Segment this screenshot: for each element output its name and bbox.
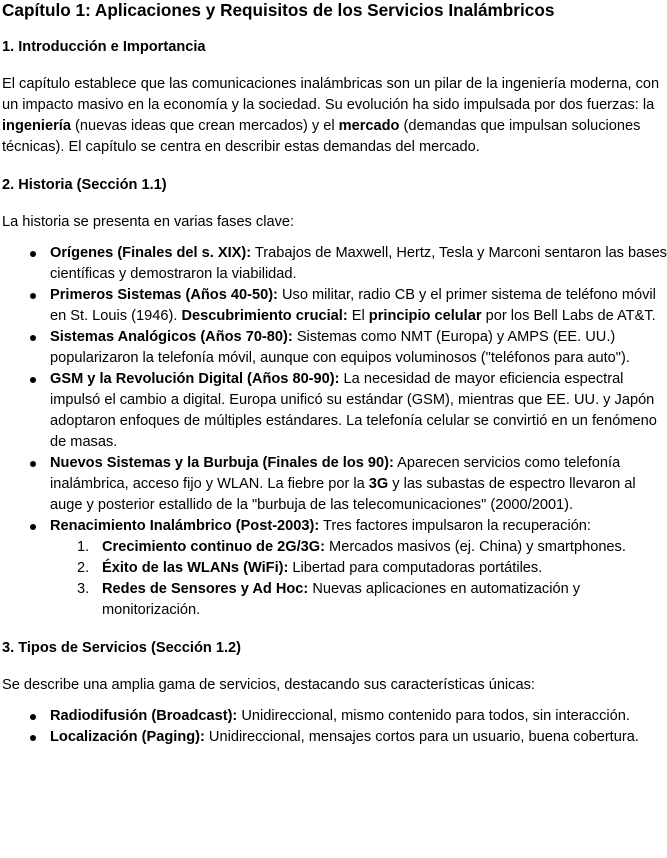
item-bold: Nuevos Sistemas y la Burbuja (Finales de los 90): [50,455,394,471]
item-bold: Descubrimiento crucial: [181,308,348,324]
sub-bold: Redes de Sensores y Ad Hoc: [102,581,309,597]
section-heading-intro: 1. Introducción e Importancia [2,39,206,55]
historia-list [2,243,667,621]
historia-lead: La historia se presenta en varias fases clave: [2,214,295,230]
sublist-number: 2. [77,560,90,576]
list-item [2,243,667,285]
item-bold: Radiodifusión (Broadcast): [50,708,238,724]
sub-bold: Éxito de las WLANs (WiFi): [102,560,289,576]
item-text: Unidireccional, mismo contenido para todos, sin interacción. [237,708,630,724]
item-text: por los Bell Labs de AT&T. [481,308,656,324]
item-text: La necesidad de mayor eficiencia espectral impulsó el cambio a digital. Europa unificó su estándar (GSM), mientras que EE. UU. y Japón adoptaron enfoques de múltiples estándares. La telefonía celular se convirtió en un fenómeno de masas. [50,371,657,450]
item-text: Sistemas como NMT (Europa) y AMPS (EE. UU.) popularizaron la telefonía móvil, aunque con equipos voluminosos ("teléfonos para auto"). [50,329,630,366]
item-text: Trabajos de Maxwell, Hertz, Tesla y Marconi sentaron las bases científicas y demostraron la viabilidad. [50,245,667,282]
sub-text: Mercados masivos (ej. China) y smartphones. [325,539,626,555]
item-bold: Orígenes (Finales del s. XIX): [50,245,252,261]
item-text: Tres factores impulsaron la recuperación: [319,518,591,534]
list-item [2,327,667,369]
item-bold: Sistemas Analógicos (Años 70-80): [50,329,293,345]
item-bold: GSM y la Revolución Digital (Años 80-90): [50,371,340,387]
intro-paragraph [2,74,667,158]
intro-text-3: (demandas que impulsan soluciones técnicas). El capítulo se centra en describir estas demandas del mercado. [2,118,641,155]
intro-bold-ingenieria: ingeniería [2,118,71,134]
tipos-lead: Se describe una amplia gama de servicios, destacando sus características únicas: [2,677,535,693]
list-item [2,706,667,727]
sublist-item [50,579,667,621]
list-item [2,453,667,516]
item-bold: Primeros Sistemas (Años 40-50): [50,287,278,303]
sub-text: Nuevas aplicaciones en automatización y monitorización. [102,581,581,618]
item-text: y las subastas de espectro llevaron al auge y posterior estallido de la "burbuja de las telecomunicaciones" (2000/2001). [50,476,636,513]
intro-text-2: (nuevas ideas que crean mercados) y el [70,118,339,134]
sub-text: Libertad para computadoras portátiles. [288,560,543,576]
item-text: Uso militar, radio CB y el primer sistema de teléfono móvil en St. Louis (1946). [50,287,656,324]
item-bold: Localización (Paging): [50,729,205,745]
item-text: Unidireccional, mensajes cortos para un usuario, buena cobertura. [204,729,639,745]
list-item [2,285,667,327]
sublist-item [50,558,667,579]
sub-bold: Crecimiento continuo de 2G/3G: [102,539,325,555]
sublist-item [50,537,667,558]
renacimiento-sublist [50,537,667,621]
item-text: El [347,308,369,324]
tipos-list [2,706,667,748]
item-bold: 3G [368,476,389,492]
intro-text-1: El capítulo establece que las comunicaciones inalámbricas son un pilar de la ingeniería moderna, con un impacto masivo en la economía y la sociedad. Su evolución ha sido impulsada por dos fuerzas: la [2,76,660,113]
sublist-number: 3. [77,581,90,597]
list-item [2,369,667,453]
list-item [2,516,667,621]
section-heading-tipos: 3. Tipos de Servicios (Sección 1.2) [2,640,242,656]
item-bold: Renacimiento Inalámbrico (Post-2003): [50,518,320,534]
item-text: Aparecen servicios como telefonía inalámbrica, acceso fijo y WLAN. La fiebre por la [50,455,621,492]
list-item [2,727,667,748]
page-title: Capítulo 1: Aplicaciones y Requisitos de los Servicios Inalámbricos [2,0,555,20]
section-heading-historia: 2. Historia (Sección 1.1) [2,177,167,193]
sublist-number: 1. [77,539,90,555]
intro-bold-mercado: mercado [338,118,400,134]
item-bold: principio celular [368,308,482,324]
